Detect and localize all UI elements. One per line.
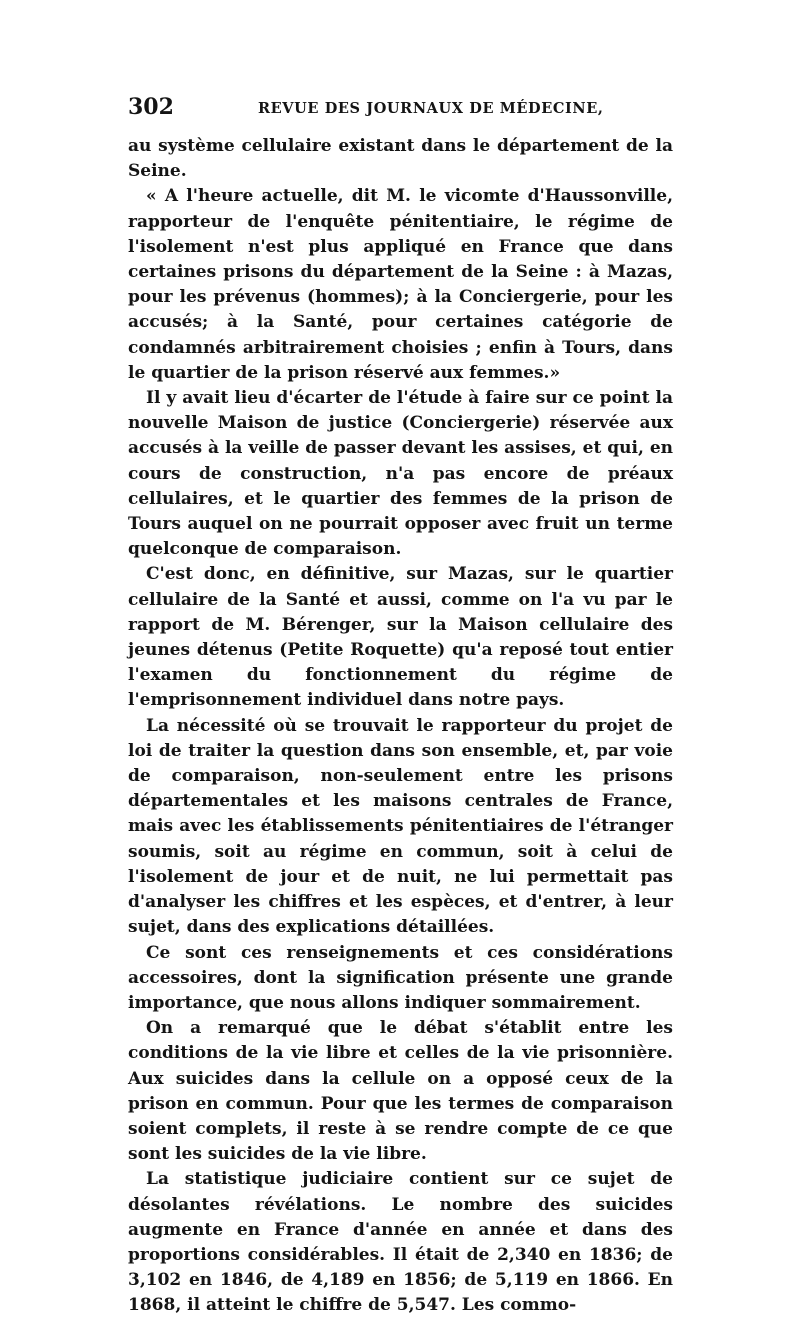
running-head: REVUE DES JOURNAUX DE MÉDECINE, <box>258 100 604 117</box>
paragraph-7: On a remarqué que le débat s'établit entre les conditions de la vie libre et celles de la vie prisonnière. Aux suicides dans la cellule on a opposé ceux de la prison en commun. Pour que les termes de comparaison soient complets, il reste à se rendre compte de ce que sont les suicides de la vie libre. <box>128 1018 673 1165</box>
page-header <box>128 94 673 134</box>
page <box>128 94 673 1319</box>
paragraph-5: La nécessité où se trouvait le rapporteur du projet de loi de traiter la question dans son ensemble, et, par voie de comparaison, non-seulement entre les prisons départementales et les maisons centrales de France, mais avec les établissements pénitentiaires de l'étranger soumis, soit au régime en commun, soit à celui de l'isolement de jour et de nuit, ne lui permettait pas d'analyser les chiffres et les espèces, et d'entrer, à leur sujet, dans des explications détaillées. <box>128 715 673 938</box>
paragraph-2: « A l'heure actuelle, dit M. le vicomte d'Haussonville, rapporteur de l'enquête pénitentiaire, le régime de l'isolement n'est plus appliqué en France que dans certaines prisons du département de la Seine : à Mazas, pour les prévenus (hommes); à la Conciergerie, pour les accusés; à la Santé, pour certaines catégorie de condamnés arbitrairement choisies ; enfin à Tours, dans le quartier de la prison réservé aux femmes.» <box>128 186 673 383</box>
paragraph-1: au système cellulaire existant dans le département de la Seine. <box>128 136 673 182</box>
paragraph-4: C'est donc, en définitive, sur Mazas, sur le quartier cellulaire de la Santé et aussi, comme on l'a vu par le rapport de M. Bérenger, sur la Maison cellulaire des jeunes détenus (Petite Roquette) qu'a reposé tout entier l'examen du fonctionnement du régime de l'emprisonnement individuel dans notre pays. <box>128 564 673 711</box>
page-number: 302 <box>128 94 174 120</box>
body-text <box>128 134 673 1319</box>
paragraph-6: Ce sont ces renseignements et ces considérations accessoires, dont la signification présente une grande importance, que nous allons indiquer sommairement. <box>128 942 673 1013</box>
paragraph-8: La statistique judiciaire contient sur ce sujet de désolantes révélations. Le nombre des suicides augmente en France d'année en année et dans des proportions considérables. Il était de 2,340 en 1836; de 3,102 en 1846, de 4,189 en 1856; de 5,119 en 1866. En 1868, il atteint le chiffre de 5,547. Les commo- <box>128 1169 673 1316</box>
paragraph-3: Il y avait lieu d'écarter de l'étude à faire sur ce point la nouvelle Maison de justice (Conciergerie) réservée aux accusés à la veille de passer devant les assises, et qui, en cours de construction, n'a pas encore de préaux cellulaires, et le quartier des femmes de la prison de Tours auquel on ne pourrait opposer avec fruit un terme quelconque de comparaison. <box>128 388 673 560</box>
